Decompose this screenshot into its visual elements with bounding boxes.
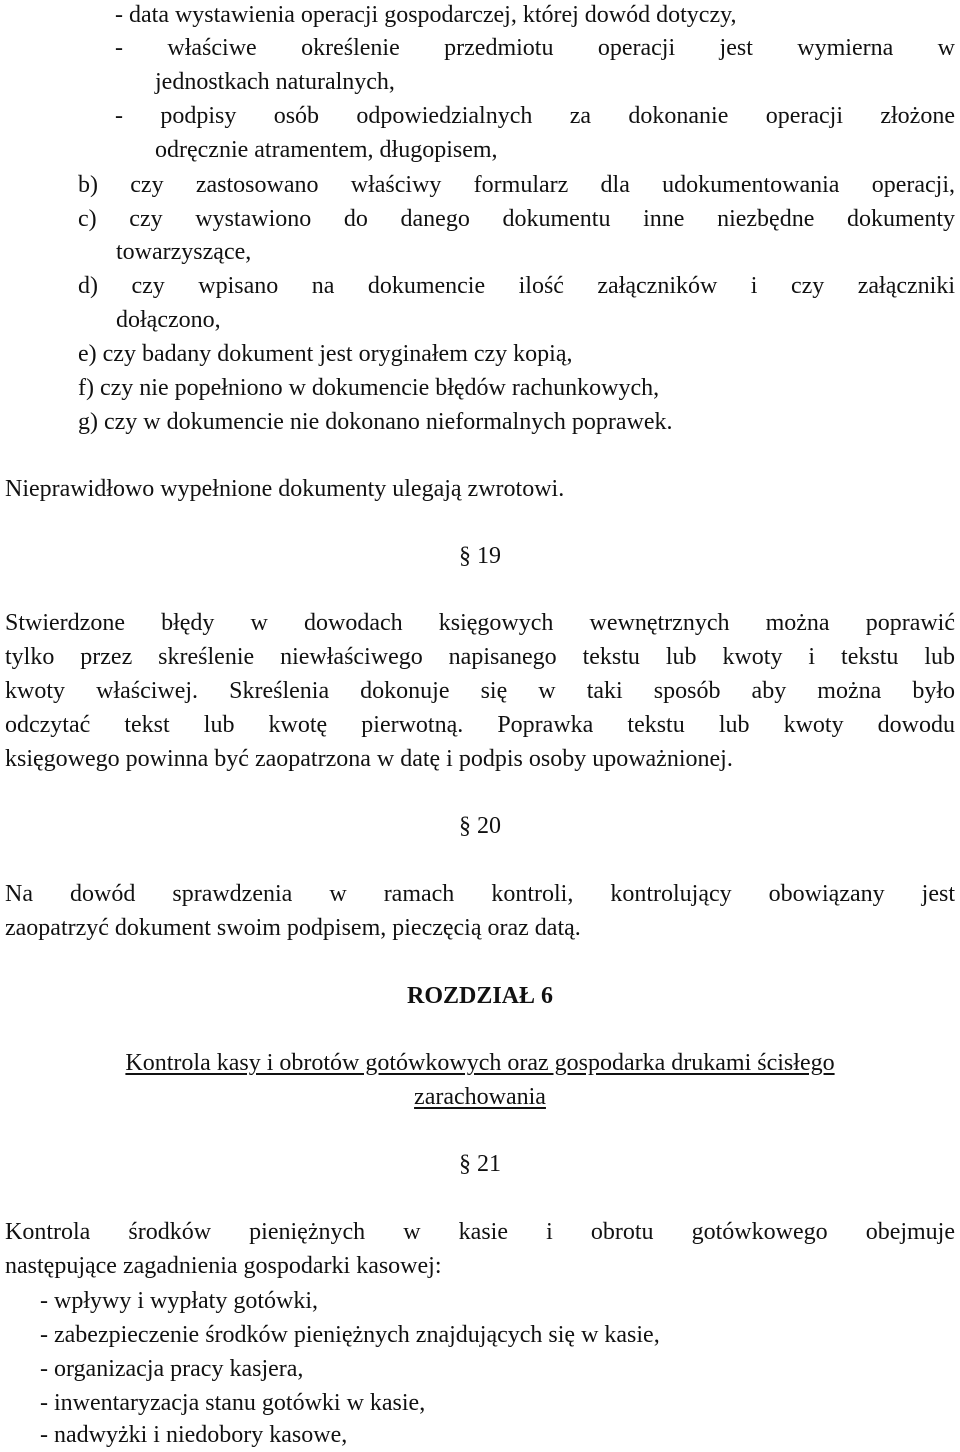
list-item: - organizacja pracy kasjera,: [40, 1356, 304, 1382]
note-paragraph: Nieprawidłowo wypełnione dokumenty ulegają zwrotowi.: [5, 476, 565, 502]
chapter-subtitle: [5, 1046, 955, 1080]
list-item: e) czy badany dokument jest oryginałem czy kopią,: [78, 341, 573, 367]
paragraph-line: następujące zagadnienia gospodarki kasowej:: [5, 1253, 442, 1279]
list-item: - właściwe określenie przedmiotu operacji jest wymierna w: [115, 35, 955, 61]
paragraph-line: tylko przez skreślenie niewłaściwego napisanego tekstu lub kwoty i tekstu lub: [5, 644, 955, 670]
list-item: g) czy w dokumencie nie dokonano nieformalnych poprawek.: [78, 409, 673, 435]
paragraph-line: kwoty właściwej. Skreślenia dokonuje się w taki sposób aby można było: [5, 678, 955, 704]
chapter-title: ROZDZIAŁ 6: [406, 983, 554, 1009]
paragraph-line: Stwierdzone błędy w dowodach księgowych wewnętrznych można poprawić: [5, 610, 955, 636]
section-heading-20: § 20: [459, 813, 501, 839]
chapter-subtitle-line2: zarachowania: [414, 1084, 546, 1110]
list-item: - wpływy i wypłaty gotówki,: [40, 1288, 318, 1314]
list-item: b) czy zastosowano właściwy formularz dla udokumentowania operacji,: [78, 172, 955, 198]
section-heading-19: § 19: [459, 543, 501, 569]
chapter-subtitle-line1: Kontrola kasy i obrotów gotówkowych oraz gospodarka drukami ścisłego: [125, 1050, 835, 1076]
list-item: c) czy wystawiono do danego dokumentu inne niezbędne dokumenty: [78, 206, 955, 232]
paragraph-line: odczytać tekst lub kwotę pierwotną. Poprawka tekstu lub kwoty dowodu: [5, 712, 955, 738]
paragraph-line: księgowego powinna być zaopatrzona w datę i podpis osoby upoważnionej.: [5, 746, 733, 772]
chapter-subtitle-cont: [5, 1080, 955, 1114]
list-item: - podpisy osób odpowiedzialnych za dokonanie operacji złożone: [115, 103, 955, 129]
list-item-continuation: towarzyszące,: [116, 239, 252, 265]
list-item: - zabezpieczenie środków pieniężnych znajdujących się w kasie,: [40, 1322, 660, 1348]
list-item-continuation: dołączono,: [116, 307, 221, 333]
list-item: - inwentaryzacja stanu gotówki w kasie,: [40, 1390, 426, 1416]
paragraph-line: Kontrola środków pieniężnych w kasie i obrotu gotówkowego obejmuje: [5, 1219, 955, 1245]
list-item: d) czy wpisano na dokumencie ilość załączników i czy załączniki: [78, 273, 955, 299]
list-item-continuation: jednostkach naturalnych,: [155, 69, 395, 95]
paragraph-line: zaopatrzyć dokument swoim podpisem, pieczęcią oraz datą.: [5, 915, 581, 941]
paragraph-line: Na dowód sprawdzenia w ramach kontroli, kontrolujący obowiązany jest: [5, 881, 955, 907]
section-heading-21: § 21: [459, 1151, 501, 1177]
list-item: - data wystawienia operacji gospodarczej, której dowód dotyczy,: [115, 2, 737, 28]
list-item: f) czy nie popełniono w dokumencie błędów rachunkowych,: [78, 375, 660, 401]
list-item-continuation: odręcznie atramentem, długopisem,: [155, 137, 498, 163]
list-item: - nadwyżki i niedobory kasowe,: [40, 1422, 348, 1448]
